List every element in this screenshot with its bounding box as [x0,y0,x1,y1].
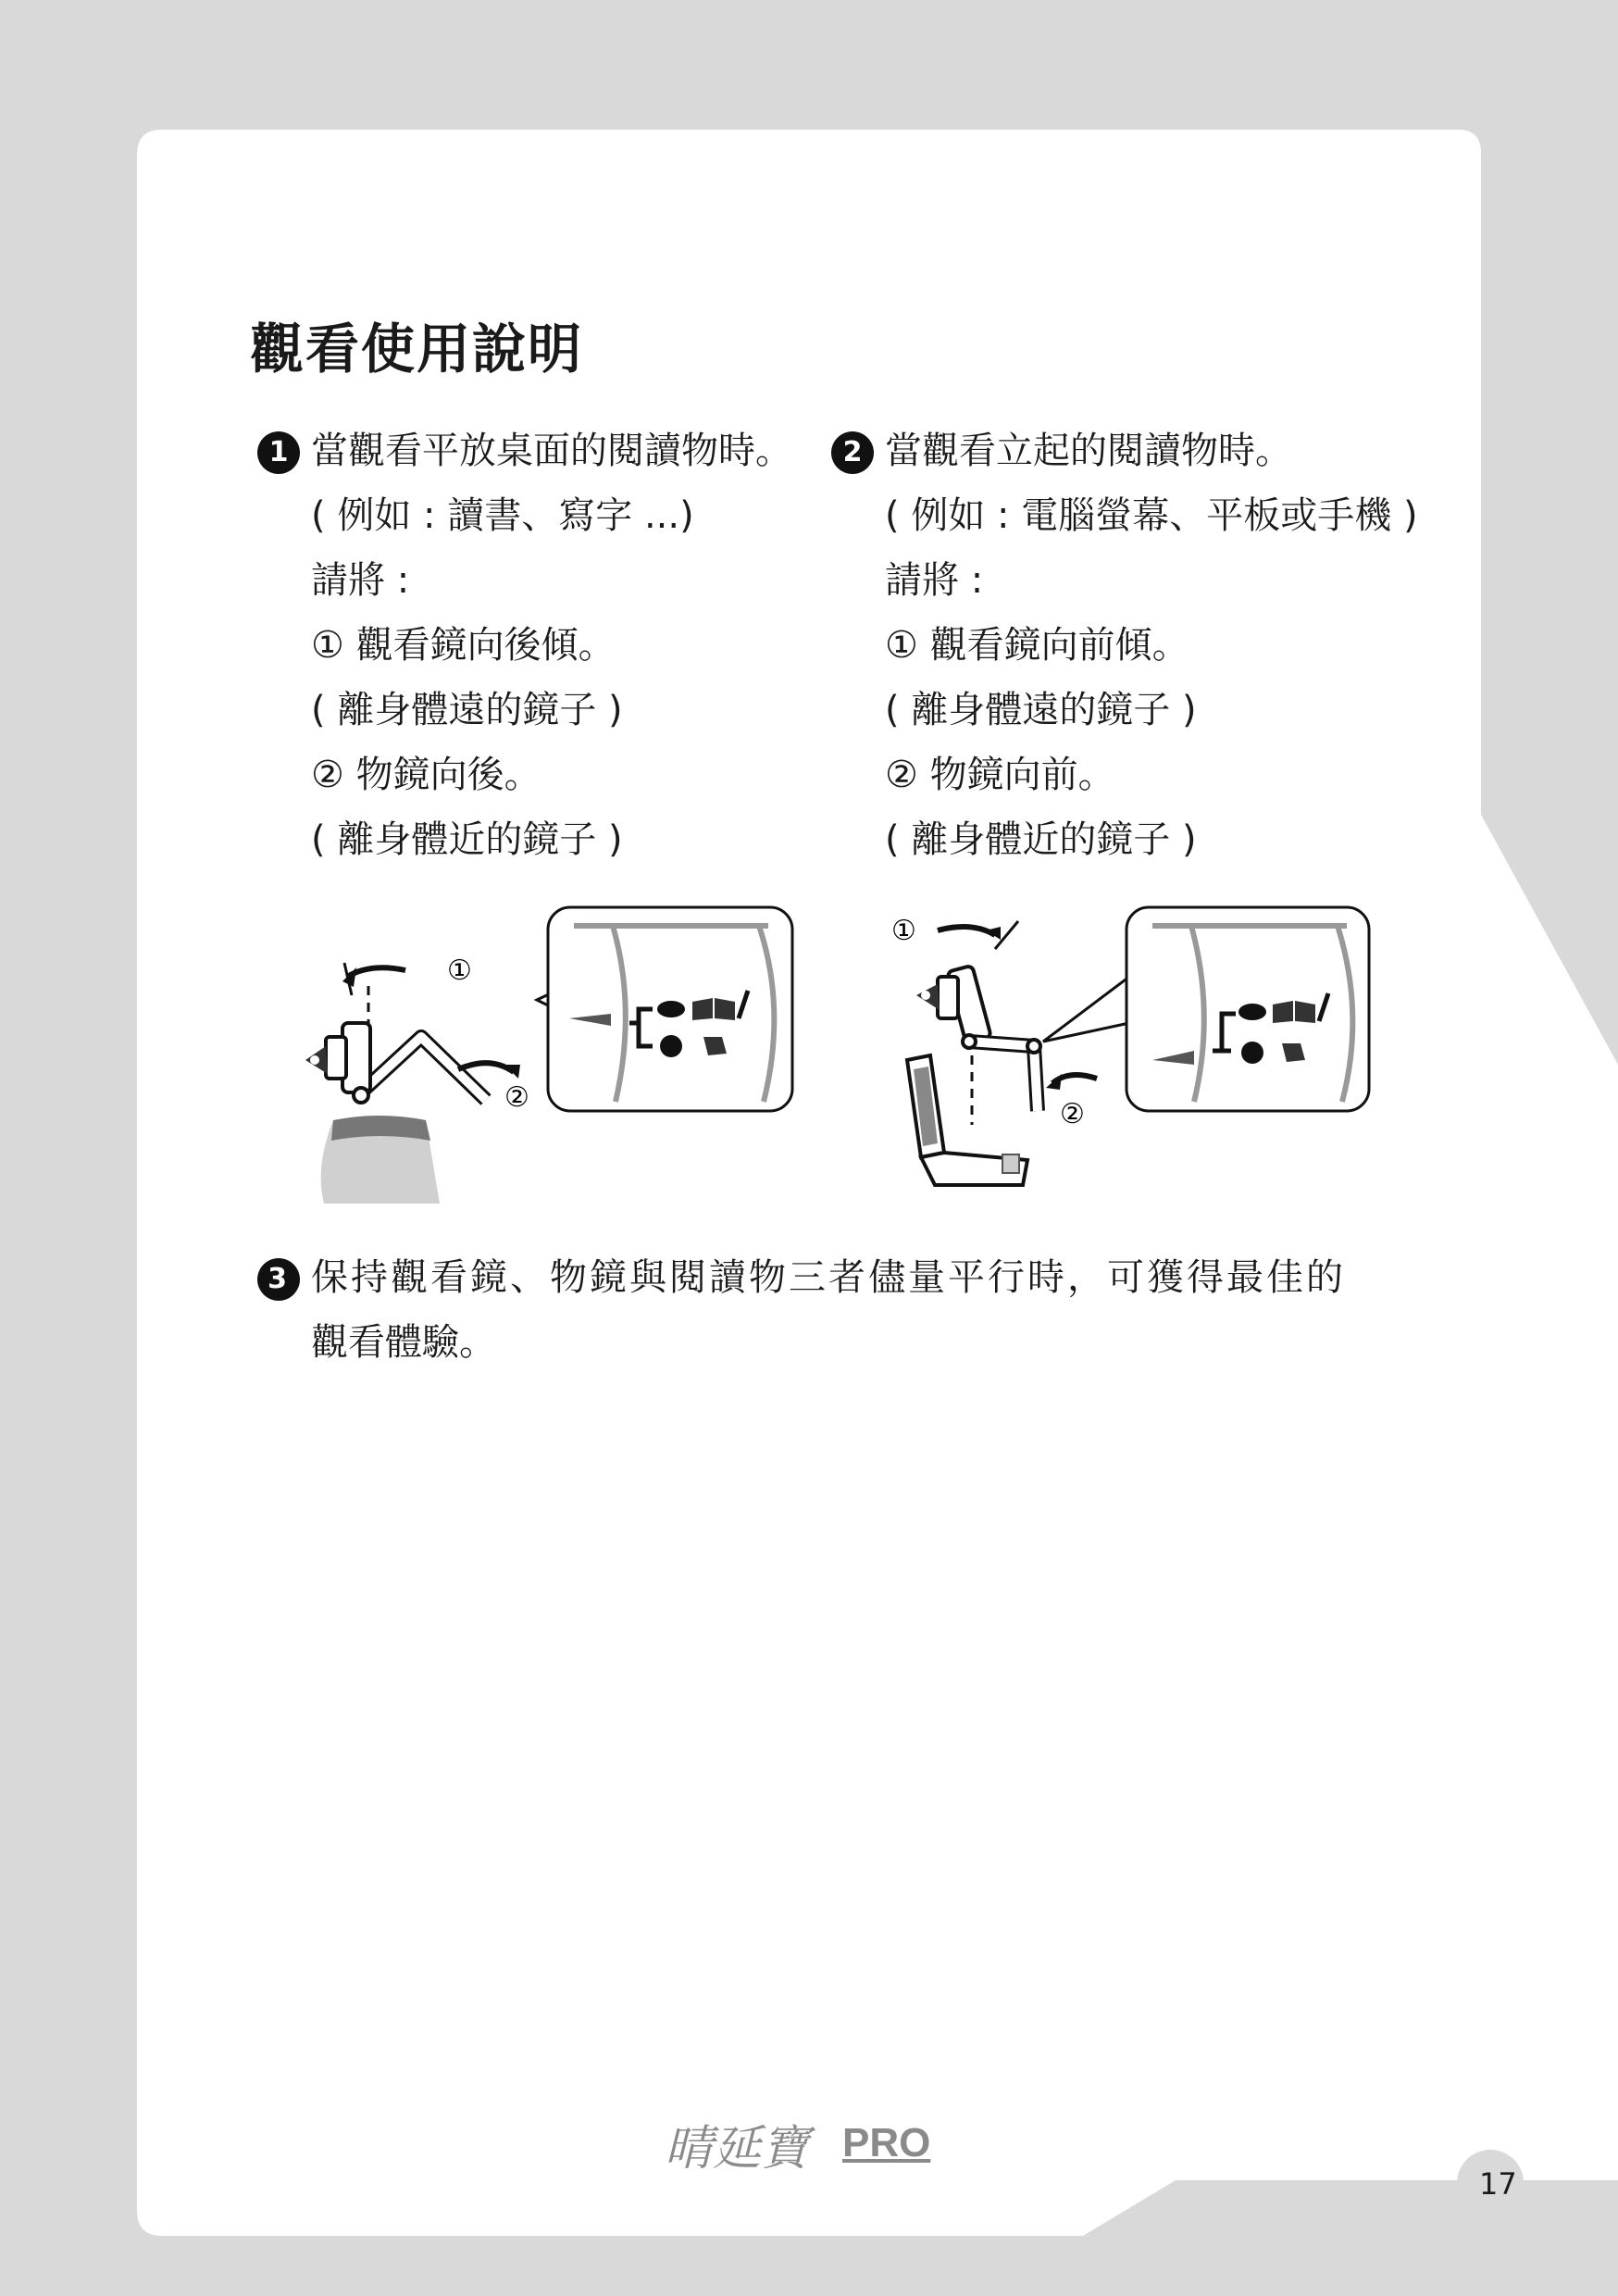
page-title: 觀看使用說明 [250,318,584,381]
fig1-marker-1: ① [447,955,472,987]
col1-line-0: 當觀看平放桌面的閱讀物時。 [311,430,792,472]
instruction-3-line-1 [257,1245,1346,1310]
col2-line-2: 請將 : [885,559,984,602]
step-badge-3: 3 [257,1258,300,1301]
col2-line-6: ( 離身體近的鏡子 ) [885,818,1197,861]
step-badge-1: 1 [257,431,300,474]
instruction-1-heading [257,418,792,483]
fig2-marker-1: ① [891,915,916,947]
col1-line-4: ( 離身體遠的鏡子 ) [311,689,623,731]
fig1-marker-2: ② [504,1081,529,1114]
fig2-marker-2: ② [1060,1098,1085,1130]
page-number: 17 [1479,2166,1517,2202]
col2-line-5: ② 物鏡向前。 [885,754,1115,796]
col1-line-6: ( 離身體近的鏡子 ) [311,818,623,861]
section3-line-1: 保持觀看鏡、物鏡與閱讀物三者儘量平行時，可獲得最佳的 [311,1256,1346,1299]
col2-line-1: ( 例如 : 電腦螢幕、平板或手機 ) [885,494,1418,537]
col2-line-0: 當觀看立起的閱讀物時。 [885,430,1292,472]
section3-line-2: 觀看體驗。 [311,1321,496,1364]
col2-line-4: ( 離身體遠的鏡子 ) [885,689,1197,731]
illustration-upright-reading [884,903,1388,1208]
step-badge-2: 2 [831,431,874,474]
col2-line-3: ① 觀看鏡向前傾。 [885,624,1189,667]
illustration-flat-reading [305,898,815,1213]
col1-line-1: ( 例如 : 讀書、寫字 ...) [311,494,694,537]
col1-line-5: ② 物鏡向後。 [311,754,541,796]
col1-line-2: 請將 : [311,559,410,602]
instruction-3 [257,1245,1346,1375]
brand-logo-suffix: PRO [842,2120,931,2165]
col1-line-3: ① 觀看鏡向後傾。 [311,624,616,667]
instruction-2-heading [831,418,1418,483]
instruction-col-2 [831,418,1418,872]
brand-logo: 晴延寶 [665,2121,810,2177]
instruction-col-1 [257,418,792,872]
